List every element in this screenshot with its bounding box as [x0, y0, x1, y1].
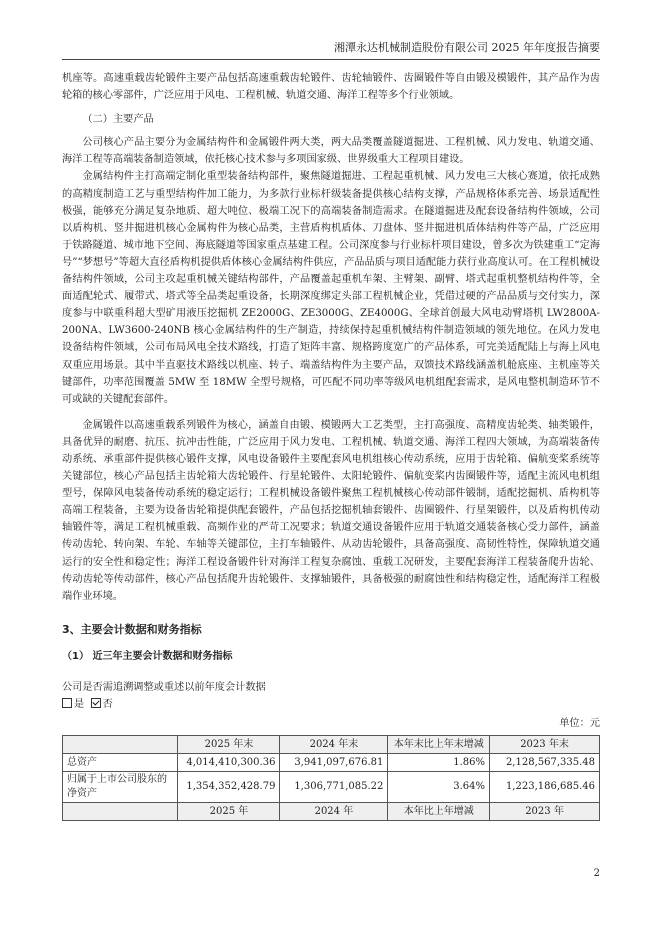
checkbox-yes[interactable]: [62, 698, 72, 708]
option-yes-label: 是: [74, 699, 85, 711]
table-row: [63, 772, 600, 803]
table-header-cell: [63, 736, 178, 754]
paragraph-structural-parts: 金属结构件主打高端定制化重型装备结构部件，聚焦隧道掘进、工程起重机械、风力发电三大核心赛道，依托成熟的高精度制造工艺与重型结构件加工能力，为多款行业标杆级装备提供核心结构支撑，产品规格体系完善、场景适配性极强，能够充分满足复杂地质、超大吨位、极端工况下的高端装备制造需求。在隧道掘进及配套设备结构件领域，公司以盾构机、竖井掘进机核心金属构件为核心品类，主营盾构机盾体、刀盘体、竖井掘进机盾体结构件等产品，广泛应用于铁路隧道、城市地下空间、海底隧道等国家重点基建工程。公司深度参与行业标杆项目建设，曾多次为铁建重工“定海号”“梦想号”等超大直径盾构机提供盾体核心金属结构件供应，产品品质与项目适配能力获行业高度认可。在工程机械设备结构件领域，公司主攻起重机械关键结构部件，产品覆盖起重机车架、主臂架、副臂、塔式起重机整机结构件等，全面适配轮式、履带式、塔式等全品类起重设备，长期深度绑定头部工程机械企业，凭借过硬的产品品质与交付实力，深度参与中联重科超大型矿用液压挖掘机 ZE2000G、ZE3000G、ZE4000G、全球首创最大风电动臂塔机 LW2800A-200NA、LW3600-240NB 核心金属结构件的生产制造，持续保持起重机械结构件制造领域的领先地位。在风力发电设备结构件领域，公司布局风电全技术路线，打造了矩阵丰富、规格跨度宽广的产品体系，可完美适配陆上与海上风电双重应用场景。其中半直驱技术路线以机座、转子、端盖结构件为主要产品，双馈技术路线涵盖机舱底座、主机座等关键部件，功率范围覆盖 5MW 至 18MW 全型号规格，可匹配不同功率等级风电机组配套需求，是风电整机制造环节不可或缺的关键配套部件。: [62, 171, 600, 405]
restatement-question: 公司是否需追溯调整或重述以前年度会计数据: [62, 682, 266, 693]
table-row-label: 归属于上市公司股东的净资产: [63, 772, 178, 803]
table-header-cell: 2024 年: [280, 803, 388, 821]
page-number: 2: [593, 868, 600, 879]
table-cell: 1,354,352,428.79: [178, 772, 280, 803]
table-cell: 4,014,410,300.36: [178, 754, 280, 772]
table-header-cell: 2023 年末: [490, 736, 600, 754]
section-3-title: 3、主要会计数据和财务指标: [62, 622, 202, 636]
restatement-options: [62, 696, 600, 713]
section-3-subtitle: （1） 近三年主要会计数据和财务指标: [62, 650, 233, 662]
table-header-cell: 2023 年: [490, 803, 600, 821]
table-header-cell: 2024 年末: [280, 736, 388, 754]
checkbox-no[interactable]: [91, 698, 101, 708]
table-row: [63, 754, 600, 772]
intro-paragraph: 机座等。高速重载齿轮锻件主要产品包括高速重载齿轮锻件、齿轮轴锻件、齿圈锻件等自由锻及模锻件，其产品作为齿轮箱的核心零部件，广泛应用于风电、工程机械、轨道交通、海洋工程等多个行业领域。: [62, 73, 600, 102]
unit-label: 单位：元: [559, 718, 600, 730]
table-header-cell: 本年比上年增减: [388, 803, 490, 821]
section-2-title: （二）主要产品: [82, 114, 154, 126]
table-header-cell: [63, 803, 178, 821]
financial-data-table: [62, 735, 600, 821]
table-header-row: [63, 736, 600, 754]
report-header: [62, 40, 600, 60]
table-cell: 3.64%: [388, 772, 490, 803]
table-cell: 2,128,567,335.48: [490, 754, 600, 772]
table-header-cell: 2025 年: [178, 803, 280, 821]
table-footer-row: [63, 803, 600, 821]
table-cell: 3,941,097,676.81: [280, 754, 388, 772]
table-cell: 1.86%: [388, 754, 490, 772]
table-cell: 1,306,771,085.22: [280, 772, 388, 803]
table-cell: 1,223,186,685.46: [490, 772, 600, 803]
table-header-cell: 本年末比上年末增减: [388, 736, 490, 754]
paragraph-forgings: 金属锻件以高速重载系列锻件为核心，涵盖自由锻、模锻两大工艺类型，主打高强度、高精度齿轮类、轴类锻件，具备优异的耐磨、抗压、抗冲击性能，广泛应用于风力发电、工程机械、轨道交通、海洋工程四大领域，为高端装备传动系统、承重部件提供核心锻件支撑，风电设备锻件主要配套风电机组核心传动系统，应用于齿轮箱、偏航变桨系统等关键部位，核心产品包括主齿轮箱大齿轮锻件、行星轮锻件、太阳轮锻件、偏航变桨内齿圈锻件等，适配主流风电机组型号，保障风电装备传动系统的稳定运行；工程机械设备锻件聚焦工程机械核心传动部件锻制，适配挖掘机、盾构机等高端工程装备，主要为设备齿轮箱提供配套锻件，产品包括挖掘机轴套锻件、齿圈锻件、行星架锻件，以及盾构机传动轴锻件等，满足工程机械重载、高频作业的严苛工况要求；轨道交通设备锻件应用于轨道交通装备核心受力部件，涵盖传动齿轮、转向架、车轮、车轴等关键部位，主打车轴锻件、从动齿轮锻件，具备高强度、高韧性特性，保障轨道交通运行的安全性和稳定性；海洋工程设备锻件针对海洋工程复杂腐蚀、重载工况研发，主要配套海洋工程装备爬升齿轮、传动齿轮等传动部件，核心产品包括爬升齿轮锻件、支撑轴锻件，具备极强的耐腐蚀性和结构稳定性，适配海洋工程极端作业环境。: [62, 419, 600, 602]
paragraph-overview: 公司核心产品主要分为金属结构件和金属锻件两大类，两大品类覆盖隧道掘进、工程机械、风力发电、轨道交通、海洋工程等高端装备制造领域，依托核心技术参与多项国家级、世界级重大工程项目建设。: [62, 137, 600, 166]
page-content: [62, 70, 600, 821]
header-title: 湘潭永达机械制造股份有限公司 2025 年年度报告摘要: [334, 41, 600, 54]
option-no-label: 否: [102, 699, 113, 711]
table-row-label: 总资产: [63, 754, 178, 772]
table-header-cell: 2025 年末: [178, 736, 280, 754]
